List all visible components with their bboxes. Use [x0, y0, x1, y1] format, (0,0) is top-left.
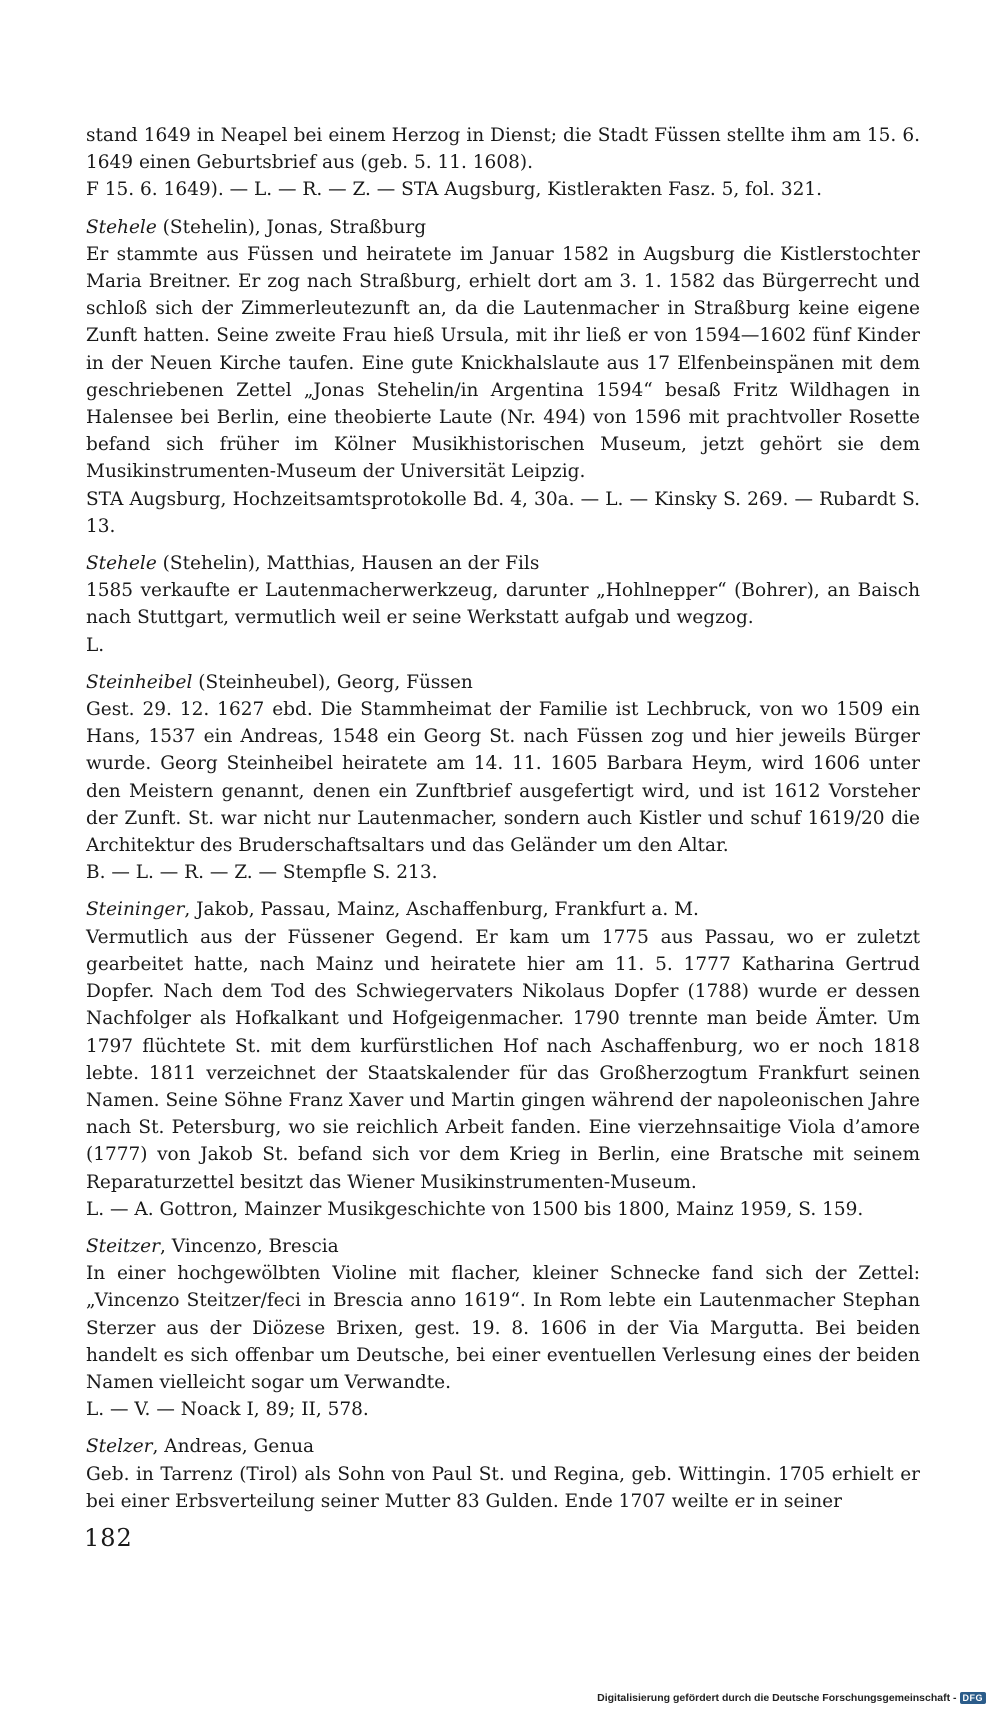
entry-heading	[86, 669, 920, 696]
intro-paragraph: stand 1649 in Neapel bei einem Herzog in Dienst; die Stadt Füssen stellte ihm am 15. 6. 1649 einen Geburtsbrief aus (geb. 5. 11. 1608).	[86, 125, 920, 174]
page-number: 182	[84, 1524, 133, 1552]
entry-heading	[86, 550, 920, 577]
entry-source: L. — A. Gottron, Mainzer Musikgeschichte von 1500 bis 1800, Mainz 1959, S. 159.	[86, 1198, 864, 1220]
entry-body: Er stammte aus Füssen und heiratete im Januar 1582 in Augsburg die Kistlerstochter Maria Breitner. Er zog nach Straßburg, erhielt dort am 3. 1. 1582 das Bürgerrecht und schloß sich der Zimmerleutezunft an, da die Lautenmacher in Straßburg keine eigene Zunft hatten. Seine zweite Frau hieß Ursula, mit ihr ließ er von 1594—1602 fünf Kinder in der Neuen Kirche taufen. Eine gute Knickhalslaute aus 17 Elfenbeinspänen mit dem geschriebenen Zettel „Jonas Stehelin/in Argentina 1594“ besaß Fritz Wildhagen in Halensee bei Berlin, eine theobierte Laute (Nr. 494) von 1596 mit prachtvoller Rosette befand sich früher im Kölner Musikhistorischen Museum, jetzt gehört sie dem Musikinstrumenten-Museum der Universität Leipzig.	[86, 243, 920, 483]
entry-heading	[86, 896, 920, 923]
entry-heading	[86, 1433, 920, 1460]
entry-name: Steinheibel	[86, 671, 193, 693]
entry-body: In einer hochgewölbten Violine mit flacher, kleiner Schnecke fand sich der Zettel: „Vincenzo Steitzer/feci in Brescia anno 1619“. In Rom lebte ein Lautenmacher Stephan Sterzer aus der Diözese Brixen, gest. 19. 8. 1606 in der Via Margutta. Bei beiden handelt es sich offenbar um Deutsche, bei einer eventuellen Verlesung eines der beiden Namen vielleicht sogar um Verwandte.	[86, 1263, 920, 1393]
entry-heading-rest: (Steinheubel), Georg, Füssen	[192, 671, 473, 693]
entry-heading-rest: (Stehelin), Matthias, Hausen an der Fils	[156, 553, 540, 575]
entry-source: STA Augsburg, Hochzeitsamtsprotokolle Bd. 4, 30a. — L. — Kinsky S. 269. — Rubardt S. 13.	[86, 488, 920, 537]
entry-heading	[86, 214, 920, 241]
entry-body: Vermutlich aus der Füssener Gegend. Er kam um 1775 aus Passau, wo er zuletzt gearbeitet hatte, nach Mainz und heiratete hier am 11. 5. 1777 Katharina Gertrud Dopfer. Nach dem Tod des Schwiegervaters Nikolaus Dopfer (1788) wurde er dessen Nachfolger als Hofkalkant und Hofgeigenmacher. 1790 trennte man beide Ämter. Um 1797 flüchtete St. mit dem kurfürstlichen Hof nach Aschaffenburg, wo er noch 1818 lebte. 1811 verzeichnet der Staatskalender für das Großherzogtum Frankfurt seinen Namen. Seine Söhne Franz Xaver und Martin gingen während der napoleonischen Jahre nach St. Petersburg, wo sie reichlich Arbeit fanden. Eine vierzehnsaitige Viola d’amore (1777) von Jakob St. befand sich vor dem Krieg in Berlin, eine Bratsche mit seinem Reparaturzettel besitzt das Wiener Musikinstrumenten-Museum.	[86, 926, 920, 1193]
footer-text: Digitalisierung gefördert durch die Deutsche Forschungsgemeinschaft -	[597, 1692, 957, 1704]
entry-body: Gest. 29. 12. 1627 ebd. Die Stammheimat der Familie ist Lechbruck, von wo 1509 ein Hans, 1537 ein Andreas, 1548 ein Georg St. nach Füssen zog und hier jeweils Bürger wurde. Georg Steinheibel heiratete am 14. 11. 1605 Barbara Heym, wird 1606 unter den Meistern genannt, denen ein Zunftbrief ausgefertigt wird, und ist 1612 Vorsteher der Zunft. St. war nicht nur Lautenmacher, sondern auch Kistler und schuf 1619/20 die Architektur des Bruderschaftsaltars und das Geländer um den Altar.	[86, 699, 920, 857]
page-body	[86, 122, 920, 1515]
entry-heading-rest: , Jakob, Passau, Mainz, Aschaffenburg, Frankfurt a. M.	[184, 899, 699, 921]
entry-source: L.	[86, 634, 105, 656]
entry-name: Stelzer	[86, 1436, 153, 1458]
entry-stehele-matthias	[86, 550, 920, 659]
entry-heading-rest: (Stehelin), Jonas, Straßburg	[156, 216, 427, 238]
entry-stehele-jonas	[86, 214, 920, 540]
entry-name: Steininger	[86, 899, 185, 921]
entry-steininger-jakob	[86, 896, 920, 1222]
entry-steinheibel-georg	[86, 669, 920, 887]
entry-body: 1585 verkaufte er Lautenmacherwerkzeug, darunter „Hohlnepper“ (Bohrer), an Baisch nach Stuttgart, vermutlich weil er seine Werkstatt aufgab und wegzog.	[86, 580, 920, 629]
digitization-footer	[597, 1692, 986, 1704]
entry-name: Stehele	[86, 553, 157, 575]
entry-heading-rest: , Vincenzo, Brescia	[159, 1235, 339, 1257]
entry-body: Geb. in Tarrenz (Tirol) als Sohn von Paul St. und Regina, geb. Wittingin. 1705 erhielt er bei einer Erbsverteilung seiner Mutter 83 Gulden. Ende 1707 weilte er in seiner	[86, 1463, 920, 1512]
entry-name: Steitzer	[86, 1235, 160, 1257]
entry-steitzer-vincenzo	[86, 1233, 920, 1423]
entry-name: Stehele	[86, 216, 157, 238]
entry-heading-rest: , Andreas, Genua	[152, 1436, 315, 1458]
intro-source: F 15. 6. 1649). — L. — R. — Z. — STA Augsburg, Kistlerakten Fasz. 5, fol. 321.	[86, 179, 823, 201]
entry-source: L. — V. — Noack I, 89; II, 578.	[86, 1399, 369, 1421]
dfg-logo-icon: DFG	[960, 1692, 987, 1704]
entry-heading	[86, 1233, 920, 1260]
entry-stelzer-andreas	[86, 1433, 920, 1515]
entry-source: B. — L. — R. — Z. — Stempfle S. 213.	[86, 862, 438, 884]
